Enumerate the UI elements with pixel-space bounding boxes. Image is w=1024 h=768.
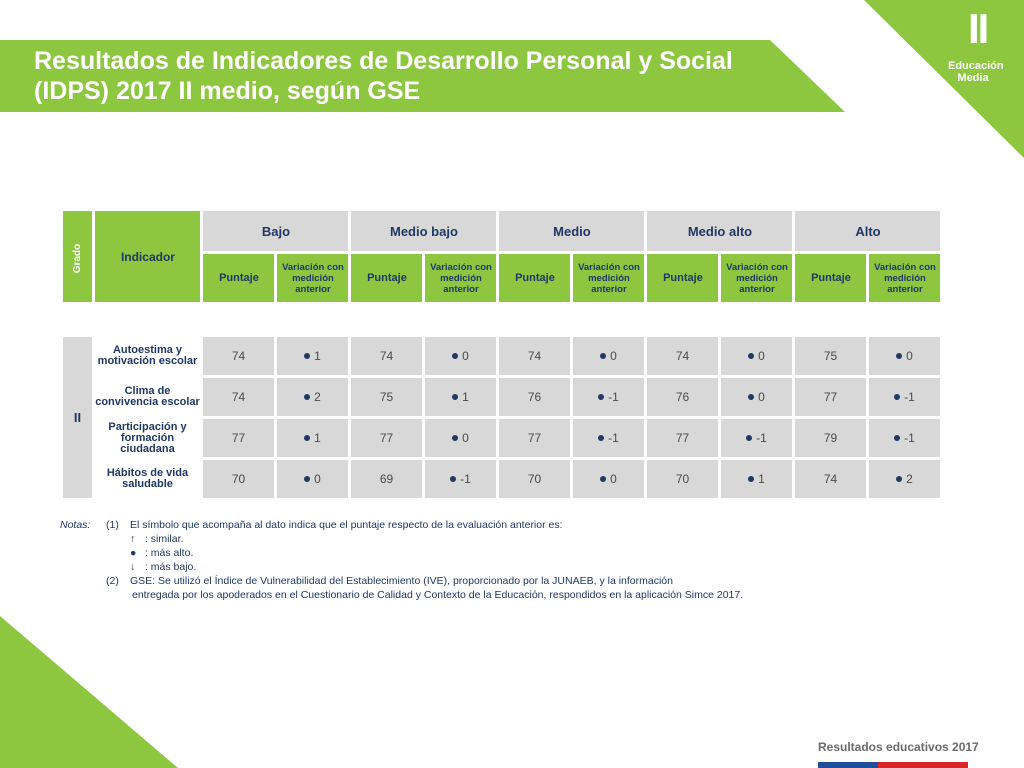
subheader-variacion: Variación con medición anterior bbox=[573, 254, 644, 302]
variacion-value: -1 bbox=[904, 390, 915, 404]
puntaje-cell: 79 bbox=[795, 419, 866, 457]
variacion-value: -1 bbox=[608, 390, 619, 404]
variacion-value: 2 bbox=[906, 472, 913, 486]
group-header-alto: Alto bbox=[795, 211, 940, 251]
dot-icon bbox=[452, 435, 458, 441]
dot-icon bbox=[896, 353, 902, 359]
arrow-down-icon: ↓ bbox=[130, 561, 136, 573]
table-row bbox=[63, 460, 940, 498]
dot-icon bbox=[894, 435, 900, 441]
puntaje-cell: 74 bbox=[647, 337, 718, 375]
legend-lower: ↓ : más bajo. bbox=[130, 561, 197, 573]
table-row bbox=[63, 419, 940, 457]
grado-cell: II bbox=[63, 337, 92, 498]
variacion-cell bbox=[573, 378, 644, 416]
puntaje-cell: 75 bbox=[795, 337, 866, 375]
variacion-value: 1 bbox=[314, 349, 321, 363]
footer-text: Resultados educativos 2017 bbox=[818, 740, 979, 754]
indicador-cell: Participación y formación ciudadana bbox=[95, 419, 200, 457]
variacion-value: 0 bbox=[462, 349, 469, 363]
table-row bbox=[63, 337, 940, 375]
variacion-cell bbox=[721, 337, 792, 375]
variacion-cell bbox=[277, 337, 348, 375]
puntaje-cell: 74 bbox=[795, 460, 866, 498]
subheader-puntaje: Puntaje bbox=[351, 254, 422, 302]
dot-icon: ● bbox=[130, 547, 137, 559]
group-header-bajo: Bajo bbox=[203, 211, 348, 251]
subheader-variacion: Variación con medición anterior bbox=[869, 254, 940, 302]
variacion-cell bbox=[721, 378, 792, 416]
indicador-cell: Autoestima y motivación escolar bbox=[95, 337, 200, 375]
subheader-variacion: Variación con medición anterior bbox=[721, 254, 792, 302]
variacion-cell bbox=[721, 419, 792, 457]
variacion-cell bbox=[573, 460, 644, 498]
dot-icon bbox=[598, 435, 604, 441]
group-header-medio-alto: Medio alto bbox=[647, 211, 792, 251]
puntaje-cell: 76 bbox=[499, 378, 570, 416]
variacion-value: 0 bbox=[462, 431, 469, 445]
variacion-cell bbox=[869, 460, 940, 498]
indicador-cell: Hábitos de vida saludable bbox=[95, 460, 200, 498]
puntaje-cell: 74 bbox=[203, 337, 274, 375]
variacion-value: 0 bbox=[314, 472, 321, 486]
puntaje-cell: 77 bbox=[499, 419, 570, 457]
puntaje-cell: 77 bbox=[647, 419, 718, 457]
badge-numeral: II bbox=[968, 5, 988, 52]
page-title: Resultados de Indicadores de Desarrollo Personal y Social (IDPS) 2017 II medio, según GSE bbox=[34, 47, 733, 105]
note-2-number: (2) bbox=[106, 575, 119, 587]
group-header-medio: Medio bbox=[499, 211, 644, 251]
arrow-up-icon: ↑ bbox=[130, 533, 136, 545]
variacion-cell bbox=[425, 460, 496, 498]
indicador-header: Indicador bbox=[95, 211, 200, 302]
variacion-value: 2 bbox=[314, 390, 321, 404]
variacion-value: -1 bbox=[904, 431, 915, 445]
variacion-cell bbox=[425, 337, 496, 375]
dot-icon bbox=[894, 394, 900, 400]
dot-icon bbox=[304, 476, 310, 482]
table-row bbox=[63, 378, 940, 416]
variacion-value: -1 bbox=[608, 431, 619, 445]
dot-icon bbox=[304, 353, 310, 359]
variacion-cell bbox=[277, 378, 348, 416]
dot-icon bbox=[598, 394, 604, 400]
variacion-cell bbox=[277, 460, 348, 498]
flag-bar bbox=[818, 762, 968, 768]
puntaje-cell: 77 bbox=[795, 378, 866, 416]
puntaje-cell: 69 bbox=[351, 460, 422, 498]
subheader-puntaje: Puntaje bbox=[647, 254, 718, 302]
grado-header: Grado bbox=[63, 211, 92, 302]
dot-icon bbox=[304, 394, 310, 400]
variacion-cell bbox=[573, 337, 644, 375]
group-header-medio-bajo: Medio bajo bbox=[351, 211, 496, 251]
variacion-value: 1 bbox=[758, 472, 765, 486]
variacion-cell bbox=[573, 419, 644, 457]
puntaje-cell: 74 bbox=[499, 337, 570, 375]
dot-icon bbox=[748, 353, 754, 359]
variacion-value: 0 bbox=[758, 390, 765, 404]
dot-icon bbox=[600, 476, 606, 482]
variacion-value: 0 bbox=[610, 349, 617, 363]
puntaje-cell: 70 bbox=[647, 460, 718, 498]
puntaje-cell: 77 bbox=[351, 419, 422, 457]
subheader-puntaje: Puntaje bbox=[795, 254, 866, 302]
subheader-variacion: Variación con medición anterior bbox=[277, 254, 348, 302]
dot-icon bbox=[896, 476, 902, 482]
dot-icon bbox=[748, 476, 754, 482]
variacion-cell bbox=[721, 460, 792, 498]
notes-label: Notas: bbox=[60, 519, 91, 531]
variacion-cell bbox=[425, 378, 496, 416]
puntaje-cell: 74 bbox=[351, 337, 422, 375]
puntaje-cell: 70 bbox=[499, 460, 570, 498]
subheader-puntaje: Puntaje bbox=[499, 254, 570, 302]
legend-higher: ● : más alto. bbox=[130, 547, 194, 559]
dot-icon bbox=[452, 353, 458, 359]
badge-label: Educación Media bbox=[948, 60, 1004, 84]
dot-icon bbox=[450, 476, 456, 482]
subheader-puntaje: Puntaje bbox=[203, 254, 274, 302]
puntaje-cell: 75 bbox=[351, 378, 422, 416]
dot-icon bbox=[600, 353, 606, 359]
corner-triangle-bottom-left bbox=[0, 616, 178, 768]
indicador-cell: Clima de convivencia escolar bbox=[95, 378, 200, 416]
subheader-variacion: Variación con medición anterior bbox=[425, 254, 496, 302]
puntaje-cell: 77 bbox=[203, 419, 274, 457]
note-1-text: El símbolo que acompaña al dato indica que el puntaje respecto de la evaluación anterior es: bbox=[130, 519, 563, 531]
corner-triangle-top-right bbox=[864, 0, 1024, 158]
note-1-number: (1) bbox=[106, 519, 119, 531]
variacion-cell bbox=[869, 419, 940, 457]
notes bbox=[60, 518, 743, 602]
variacion-value: 1 bbox=[314, 431, 321, 445]
dot-icon bbox=[452, 394, 458, 400]
variacion-cell bbox=[425, 419, 496, 457]
variacion-value: -1 bbox=[756, 431, 767, 445]
dot-icon bbox=[748, 394, 754, 400]
legend-similar: ↑ : similar. bbox=[130, 533, 184, 545]
note-2-text-line-1: GSE: Se utilizó el Índice de Vulnerabilidad del Establecimiento (IVE), proporcionado por la JUNAEB, y la información bbox=[130, 575, 673, 587]
variacion-value: 0 bbox=[758, 349, 765, 363]
puntaje-cell: 76 bbox=[647, 378, 718, 416]
variacion-value: 1 bbox=[462, 390, 469, 404]
puntaje-cell: 70 bbox=[203, 460, 274, 498]
table-header bbox=[60, 208, 943, 305]
note-2-text-line-2: entregada por los apoderados en el Cuestionario de Calidad y Contexto de la Educación, respondidos en la aplicación Simce 2017. bbox=[132, 589, 744, 601]
variacion-cell bbox=[869, 337, 940, 375]
dot-icon bbox=[304, 435, 310, 441]
table-body bbox=[60, 334, 943, 501]
puntaje-cell: 74 bbox=[203, 378, 274, 416]
variacion-cell bbox=[277, 419, 348, 457]
variacion-value: 0 bbox=[906, 349, 913, 363]
variacion-value: -1 bbox=[460, 472, 471, 486]
variacion-value: 0 bbox=[610, 472, 617, 486]
variacion-cell bbox=[869, 378, 940, 416]
dot-icon bbox=[746, 435, 752, 441]
